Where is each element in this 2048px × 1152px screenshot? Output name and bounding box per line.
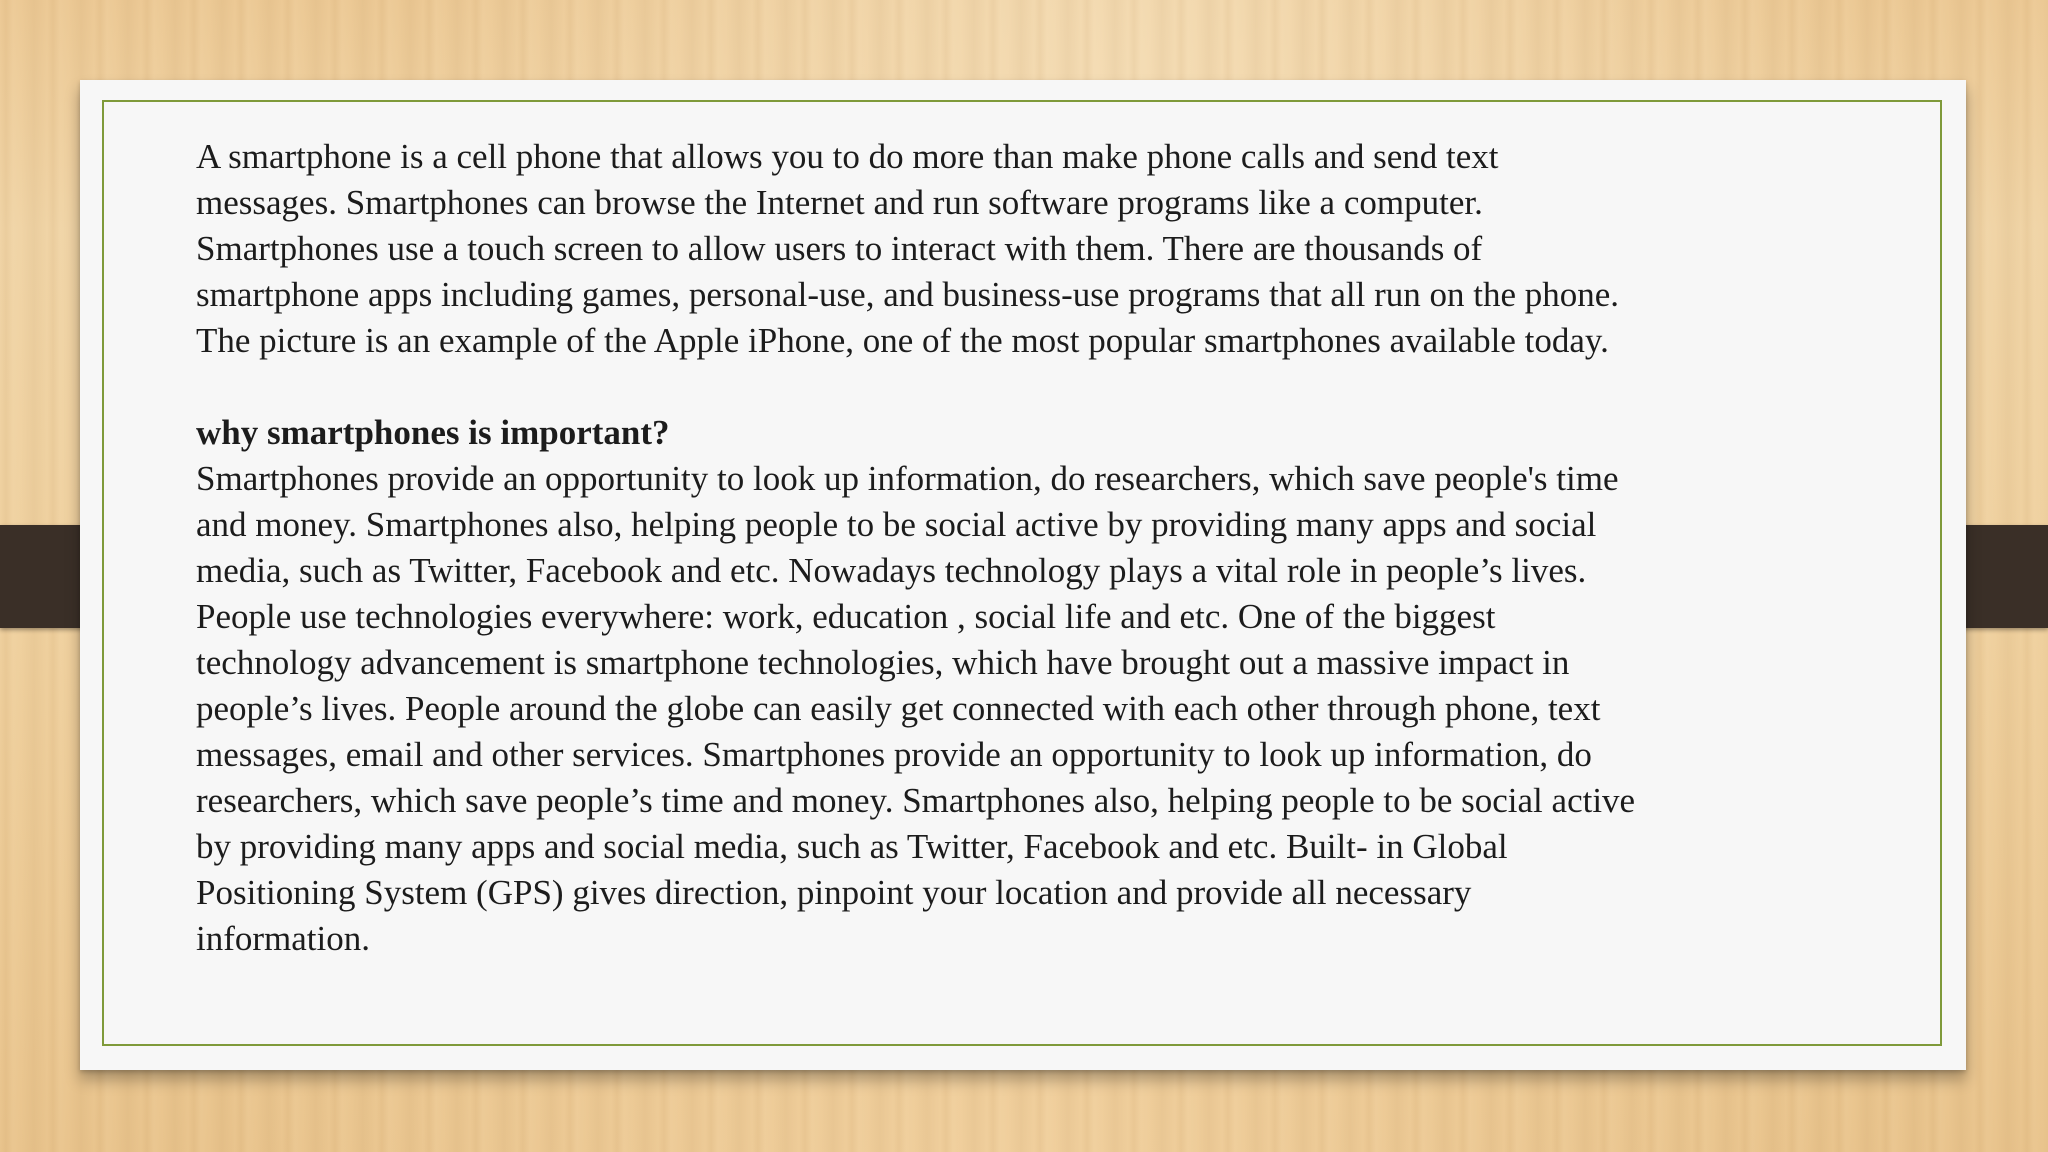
intro-paragraph: A smartphone is a cell phone that allows you to do more than make phone calls and send text messages. Smartphones can browse the Internet and run software programs like a computer. Smartphones use a touch screen to allow users to interact with them. There are thousands of smartphone apps including games, personal-use, and business-use programs that all run on the phone. The picture is an example of the Apple iPhone, one of the most popular smartphones available today. [196, 137, 1620, 360]
slide-content [196, 134, 1836, 962]
answer-paragraph: Smartphones provide an opportunity to look up information, do researchers, which save people's time and money. Smartphones also, helping people to be social active by providing many apps and social media, such as Twitter, Facebook and etc. Nowadays technology plays a vital role in people’s lives. People use technologies everywhere: work, education , social life and etc. One of the biggest technology advancement is smartphone technologies, which have brought out a massive impact in people’s lives. People around the globe can easily get connected with each other through phone, text messages, email and other services. Smartphones provide an opportunity to look up information, do researchers, which save people’s time and money. Smartphones also, helping people to be social active by providing many apps and social media, such as Twitter, Facebook and etc. Built- in Global Positioning System (GPS) gives direction, pinpoint your location and provide all necessary information. [196, 459, 1636, 958]
question-heading: why smartphones is important? [196, 413, 670, 452]
paragraph-spacer [196, 364, 1836, 410]
slide-card [80, 80, 1966, 1070]
